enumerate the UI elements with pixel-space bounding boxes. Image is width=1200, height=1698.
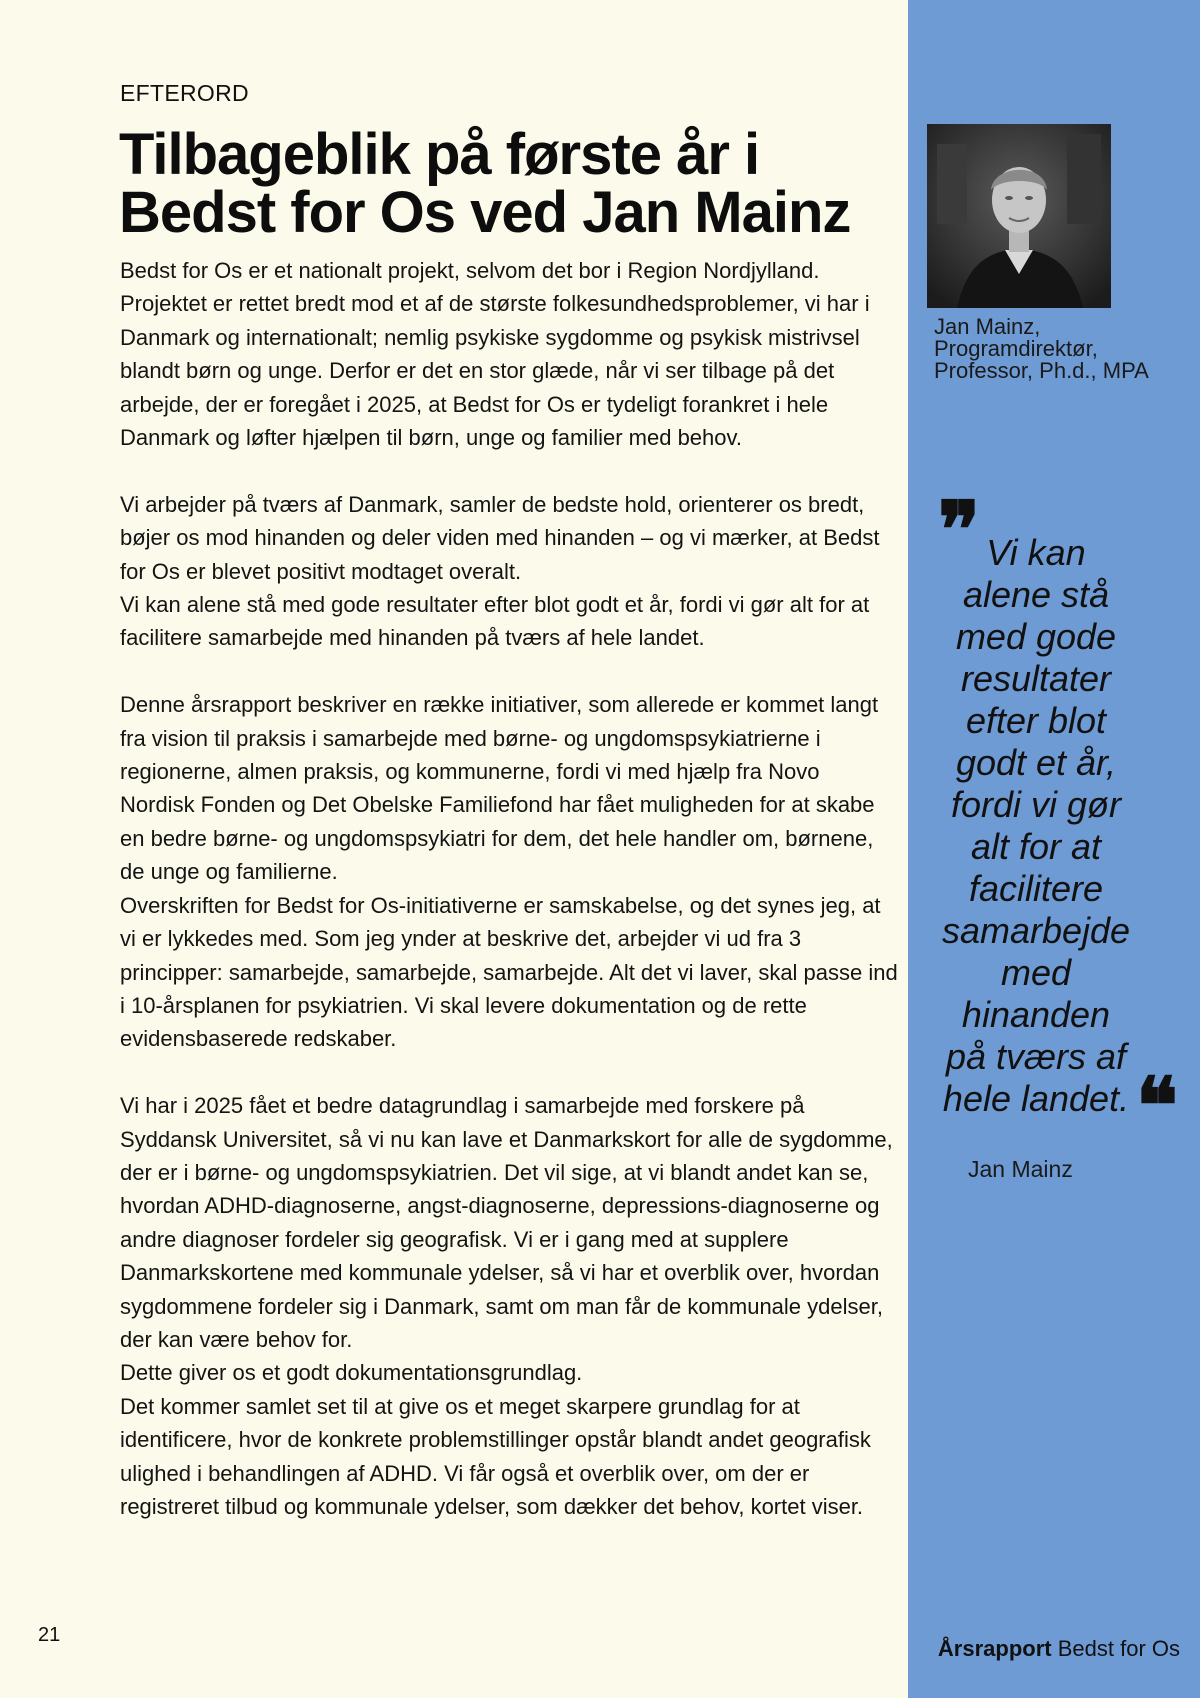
pull-quote-line: efter blot <box>965 700 1107 741</box>
pull-quote-line: resultater <box>960 658 1112 699</box>
page-title <box>119 122 899 245</box>
footer-report-title <box>938 1636 1180 1662</box>
footer-report-label: Årsrapport <box>937 1636 1052 1661</box>
body-paragraph-1: Bedst for Os er et nationalt projekt, selvom det bor i Region Nordjylland. Projektet er rettet bredt mod et af de største folkesundhedsproblemer, vi har i Danmark og internationalt; nemlig psykiske sygdomme og psykisk mistrivsel blandt børn og unge. Derfor er det en stor glæde, når vi ser tilbage på det arbejde, der er foregået i 2025, at Bedst for Os er tydeligt forankret i hele Danmark og løfter hjælpen til børn, unge og familier med behov. <box>120 258 870 451</box>
pull-quote-line: alt for at <box>970 826 1102 867</box>
page-number: 21 <box>38 1624 61 1646</box>
pull-quote-line: hinanden <box>961 994 1111 1035</box>
footer-report-name: Bedst for Os <box>1051 1636 1180 1661</box>
section-label: EFTERORD <box>120 80 249 106</box>
page-title-line-2: Bedst for Os ved Jan Mainz <box>119 180 851 245</box>
pull-quote-line: samarbejde <box>941 910 1131 951</box>
close-quote-icon: ❝ <box>1136 1061 1178 1152</box>
caption-titles: Professor, Ph.d., MPA <box>934 358 1149 383</box>
pull-quote-line: alene stå <box>962 574 1110 615</box>
pull-quote-line: facilitere <box>968 868 1104 909</box>
page-title-line-1: Tilbageblik på første år i <box>119 122 760 187</box>
body-paragraph-2: Vi arbejder på tværs af Danmark, samler de bedste hold, orienterer os bredt, bøjer os mod hinanden og deler viden med hinanden – og vi mærker, at Bedst for Os er blevet positivt modtaget overalt. Vi kan alene stå med gode resultater efter blot godt et år, fordi vi gør alt for at facilitere samarbejde med hinanden på tværs af hele landet. <box>120 491 880 651</box>
portrait-image <box>927 124 1111 308</box>
body-paragraph-3: Denne årsrapport beskriver en række initiativer, som allerede er kommet langt fra vision til praksis i samarbejde med børne- og ungdomspsykiatrierne i regionerne, almen praksis, og kommunerne, fordi vi med hjælp fra Novo Nordisk Fonden og Det Obelske Familiefond har fået muligheden for at skabe en bedre børne- og ungdomspsykiatri for dem, det hele handler om, børnene, de unge og familierne. Overskriften for Bedst for Os-initiativerne er samskabelse, og det synes jeg, at vi er lykkedes med. Som jeg ynder at beskrive det, arbejder vi ud fra 3 principper: samarbejde, samarbejde, samarbejde. Alt det vi laver, skal passe ind i 10-årsplanen for psykiatrien. Vi skal levere dokumentation og de rette evidensbaserede redskaber. <box>120 692 898 1052</box>
pull-quote-line: fordi vi gør <box>950 784 1122 825</box>
article-body <box>120 254 900 1523</box>
quote-author: Jan Mainz <box>968 1156 1073 1182</box>
portrait-caption <box>934 316 1196 382</box>
body-paragraph-4: Vi har i 2025 fået et bedre datagrundlag i samarbejde med forskere på Syddansk Universitet, så vi nu kan lave et Danmarkskort for alle de sygdomme, der er i børne- og ungdomspsykiatrien. Det vil sige, at vi blandt andet kan se, hvordan ADHD-diagnoserne, angst-diagnoserne, depressions-diagnoserne og andre diagnoser fordeler sig geografisk. Vi er i gang med at supplere Danmarkskortene med kommunale ydelser, så vi har et overblik over, hvordan sygdommene fordeler sig i Danmark, samt om man får de kommunale ydelser, der kan være behov for. Dette giver os et godt dokumentationsgrundlag. Det kommer samlet set til at give os et meget skarpere grundlag for at identificere, hvor de konkrete problemstillinger opstår blandt andet geografisk ulighed i behandlingen af ADHD. Vi får også et overblik over, om der er registreret tilbud og kommunale ydelser, som dækker det behov, kortet viser. <box>120 1093 893 1519</box>
caption-role: Programdirektør, <box>934 336 1098 361</box>
pull-quote-line: på tværs af <box>945 1036 1127 1077</box>
pull-quote-line: godt et år, <box>955 742 1117 783</box>
pull-quote-line: med gode <box>955 616 1117 657</box>
pull-quote <box>918 532 1154 1120</box>
pull-quote-line: hele landet. <box>942 1078 1130 1119</box>
caption-name: Jan Mainz, <box>934 314 1041 339</box>
pull-quote-line: Vi kan <box>986 532 1086 573</box>
pull-quote-line: med <box>1000 952 1072 993</box>
open-quote-icon: ❞ <box>938 485 980 576</box>
portrait-photo <box>927 124 1111 308</box>
